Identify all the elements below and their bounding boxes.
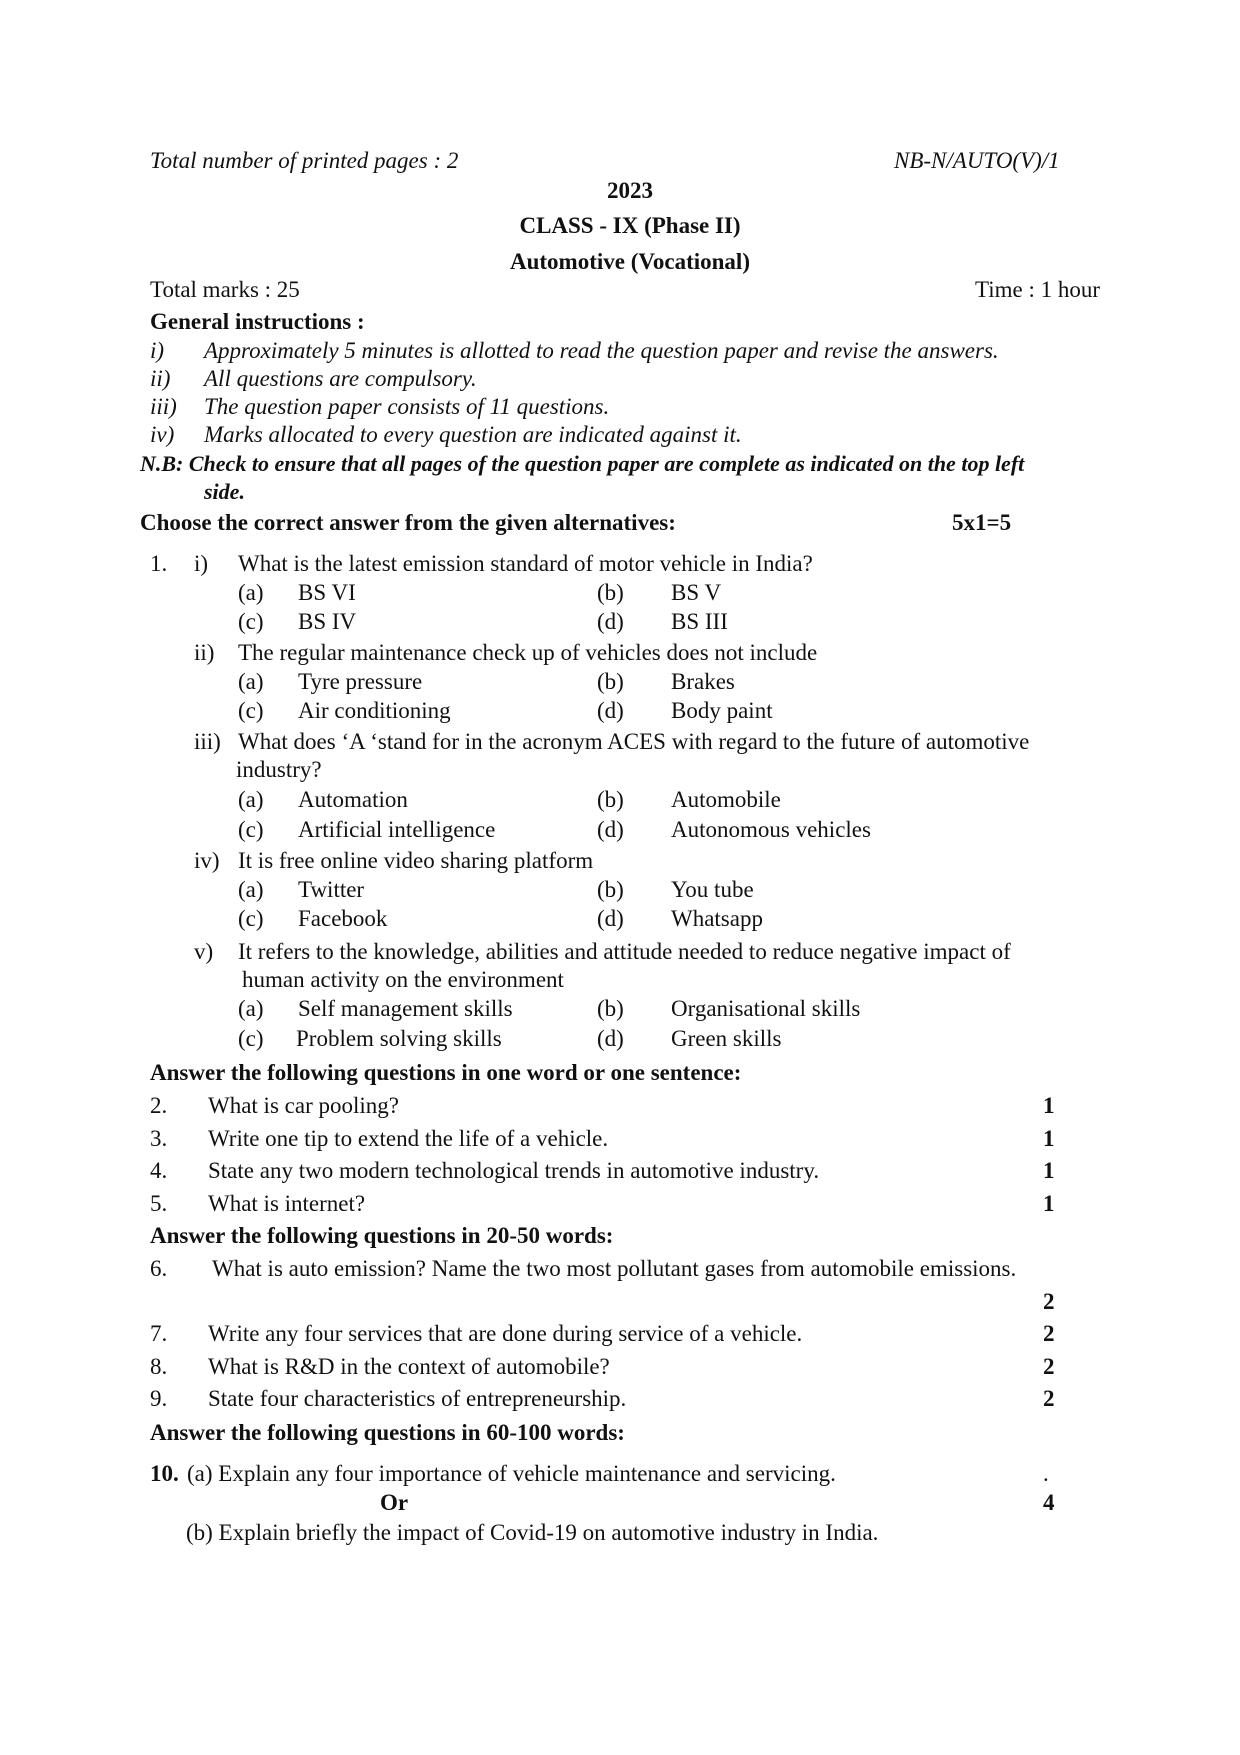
subquestion-text-cont: human activity on the environment [242, 967, 564, 992]
section-c-heading: Answer the following questions in 20-50 words: [150, 1223, 614, 1248]
option-label: (a) [238, 787, 264, 812]
instruction-text: Approximately 5 minutes is allotted to read the question paper and revise the answers. [204, 338, 999, 363]
option-label: (d) [597, 1026, 624, 1051]
option-text: Twitter [298, 877, 365, 902]
option-label: (a) [238, 580, 264, 605]
question-number: 7. [150, 1321, 168, 1346]
exam-subject: Automotive (Vocational) [510, 249, 750, 274]
option-text: BS IV [298, 609, 357, 634]
option-text: Artificial intelligence [298, 817, 496, 842]
option-text: Green skills [671, 1026, 782, 1051]
section-a-marks: 5x1=5 [952, 510, 1012, 535]
option-label: (c) [238, 817, 264, 842]
question-number: 3. [150, 1126, 168, 1151]
option-label: (d) [597, 698, 624, 723]
option-text: Facebook [298, 906, 388, 931]
nb-note-cont: side. [204, 479, 245, 504]
option-label: (a) [238, 996, 264, 1021]
option-text: Automation [298, 787, 408, 812]
question-number: 8. [150, 1354, 168, 1379]
option-text: BS III [671, 609, 728, 634]
option-text: Tyre pressure [298, 669, 423, 694]
total-marks: Total marks : 25 [150, 277, 300, 302]
option-label: (d) [597, 609, 624, 634]
instructions-heading: General instructions : [150, 309, 365, 334]
option-text: BS V [671, 580, 722, 605]
section-b-heading: Answer the following questions in one word or one sentence: [150, 1060, 742, 1085]
instruction-num: iii) [150, 394, 177, 419]
option-text: Problem solving skills [296, 1026, 502, 1051]
option-label: (c) [238, 906, 264, 931]
question-marks: 1 [1043, 1158, 1055, 1183]
nb-note: N.B: Check to ensure that all pages of the question paper are complete as indicated on the top left [140, 451, 1025, 476]
instruction-text: All questions are compulsory. [204, 366, 477, 391]
question-text: Write any four services that are done during service of a vehicle. [208, 1321, 803, 1346]
question-text: What is internet? [208, 1191, 366, 1216]
exam-class: CLASS - IX (Phase II) [519, 213, 741, 238]
question-text: What is car pooling? [208, 1093, 399, 1118]
time-allowed: Time : 1 hour [975, 277, 1101, 302]
instruction-num: iv) [150, 422, 175, 447]
question-marks: 2 [1043, 1354, 1055, 1379]
question-marks: 2 [1043, 1289, 1055, 1314]
option-label: (d) [597, 906, 624, 931]
question-marks: 1 [1043, 1093, 1055, 1118]
marks-dot: . [1043, 1461, 1049, 1486]
subquestion-num: iii) [194, 729, 221, 754]
option-text: Organisational skills [671, 996, 861, 1021]
exam-year: 2023 [607, 178, 653, 203]
option-label: (b) [597, 669, 624, 694]
question-text: What is R&D in the context of automobile? [208, 1354, 610, 1379]
option-text: Autonomous vehicles [671, 817, 871, 842]
question-number: 2. [150, 1093, 168, 1118]
option-text: Body paint [671, 698, 773, 723]
question-10b-text: (b) Explain briefly the impact of Covid-19 on automotive industry in India. [186, 1520, 879, 1545]
option-label: (c) [238, 1026, 264, 1051]
question-number: 4. [150, 1158, 168, 1183]
option-text: Air conditioning [298, 698, 451, 723]
subquestion-text: What does ‘A ‘stand for in the acronym ACES with regard to the future of automotive [238, 729, 1030, 754]
instruction-text: Marks allocated to every question are indicated against it. [204, 422, 742, 447]
subquestion-text: The regular maintenance check up of vehicles does not include [238, 640, 818, 665]
option-text: Self management skills [298, 996, 513, 1021]
subquestion-text: It refers to the knowledge, abilities and attitude needed to reduce negative impact of [238, 939, 1011, 964]
option-label: (a) [238, 877, 264, 902]
option-text: Brakes [671, 669, 735, 694]
question-marks: 1 [1043, 1126, 1055, 1151]
question-text: What is auto emission? Name the two most pollutant gases from automobile emissions. [212, 1256, 1017, 1281]
instruction-text: The question paper consists of 11 questions. [204, 394, 610, 419]
option-label: (c) [238, 609, 264, 634]
option-text: BS VI [298, 580, 356, 605]
question-text: State any two modern technological trends in automotive industry. [208, 1158, 820, 1183]
subquestion-text-cont: industry? [236, 757, 322, 782]
printed-pages-note: Total number of printed pages : 2 [150, 148, 459, 173]
option-label: (b) [597, 996, 624, 1021]
question-marks: 4 [1043, 1490, 1055, 1515]
question-number: 6. [150, 1256, 168, 1281]
instruction-num: ii) [150, 366, 171, 391]
question-marks: 2 [1043, 1321, 1055, 1346]
option-label: (c) [238, 698, 264, 723]
question-marks: 2 [1043, 1386, 1055, 1411]
option-label: (b) [597, 877, 624, 902]
question-number: 9. [150, 1386, 168, 1411]
question-marks: 1 [1043, 1191, 1055, 1216]
option-label: (b) [597, 580, 624, 605]
option-text: Whatsapp [671, 906, 763, 931]
section-d-heading: Answer the following questions in 60-100 words: [150, 1420, 625, 1445]
question-text: State four characteristics of entrepreneurship. [208, 1386, 627, 1411]
question-number: 10. [150, 1461, 179, 1486]
option-text: Automobile [671, 787, 781, 812]
subquestion-text: It is free online video sharing platform [238, 848, 594, 873]
instruction-num: i) [150, 338, 165, 363]
option-label: (b) [597, 787, 624, 812]
section-a-heading: Choose the correct answer from the given alternatives: [140, 510, 676, 535]
question-number: 1. [150, 551, 168, 576]
or-separator: Or [380, 1490, 409, 1515]
subquestion-num: i) [194, 551, 209, 576]
option-text: You tube [671, 877, 754, 902]
subquestion-num: v) [194, 939, 214, 964]
subquestion-num: ii) [194, 640, 215, 665]
question-number: 5. [150, 1191, 168, 1216]
question-text: Write one tip to extend the life of a vehicle. [208, 1126, 609, 1151]
subquestion-text: What is the latest emission standard of motor vehicle in India? [238, 551, 813, 576]
subquestion-num: iv) [194, 848, 220, 873]
question-10a-text: (a) Explain any four importance of vehicle maintenance and servicing. [187, 1461, 836, 1486]
option-label: (a) [238, 669, 264, 694]
paper-code: NB-N/AUTO(V)/1 [894, 148, 1060, 173]
option-label: (d) [597, 817, 624, 842]
